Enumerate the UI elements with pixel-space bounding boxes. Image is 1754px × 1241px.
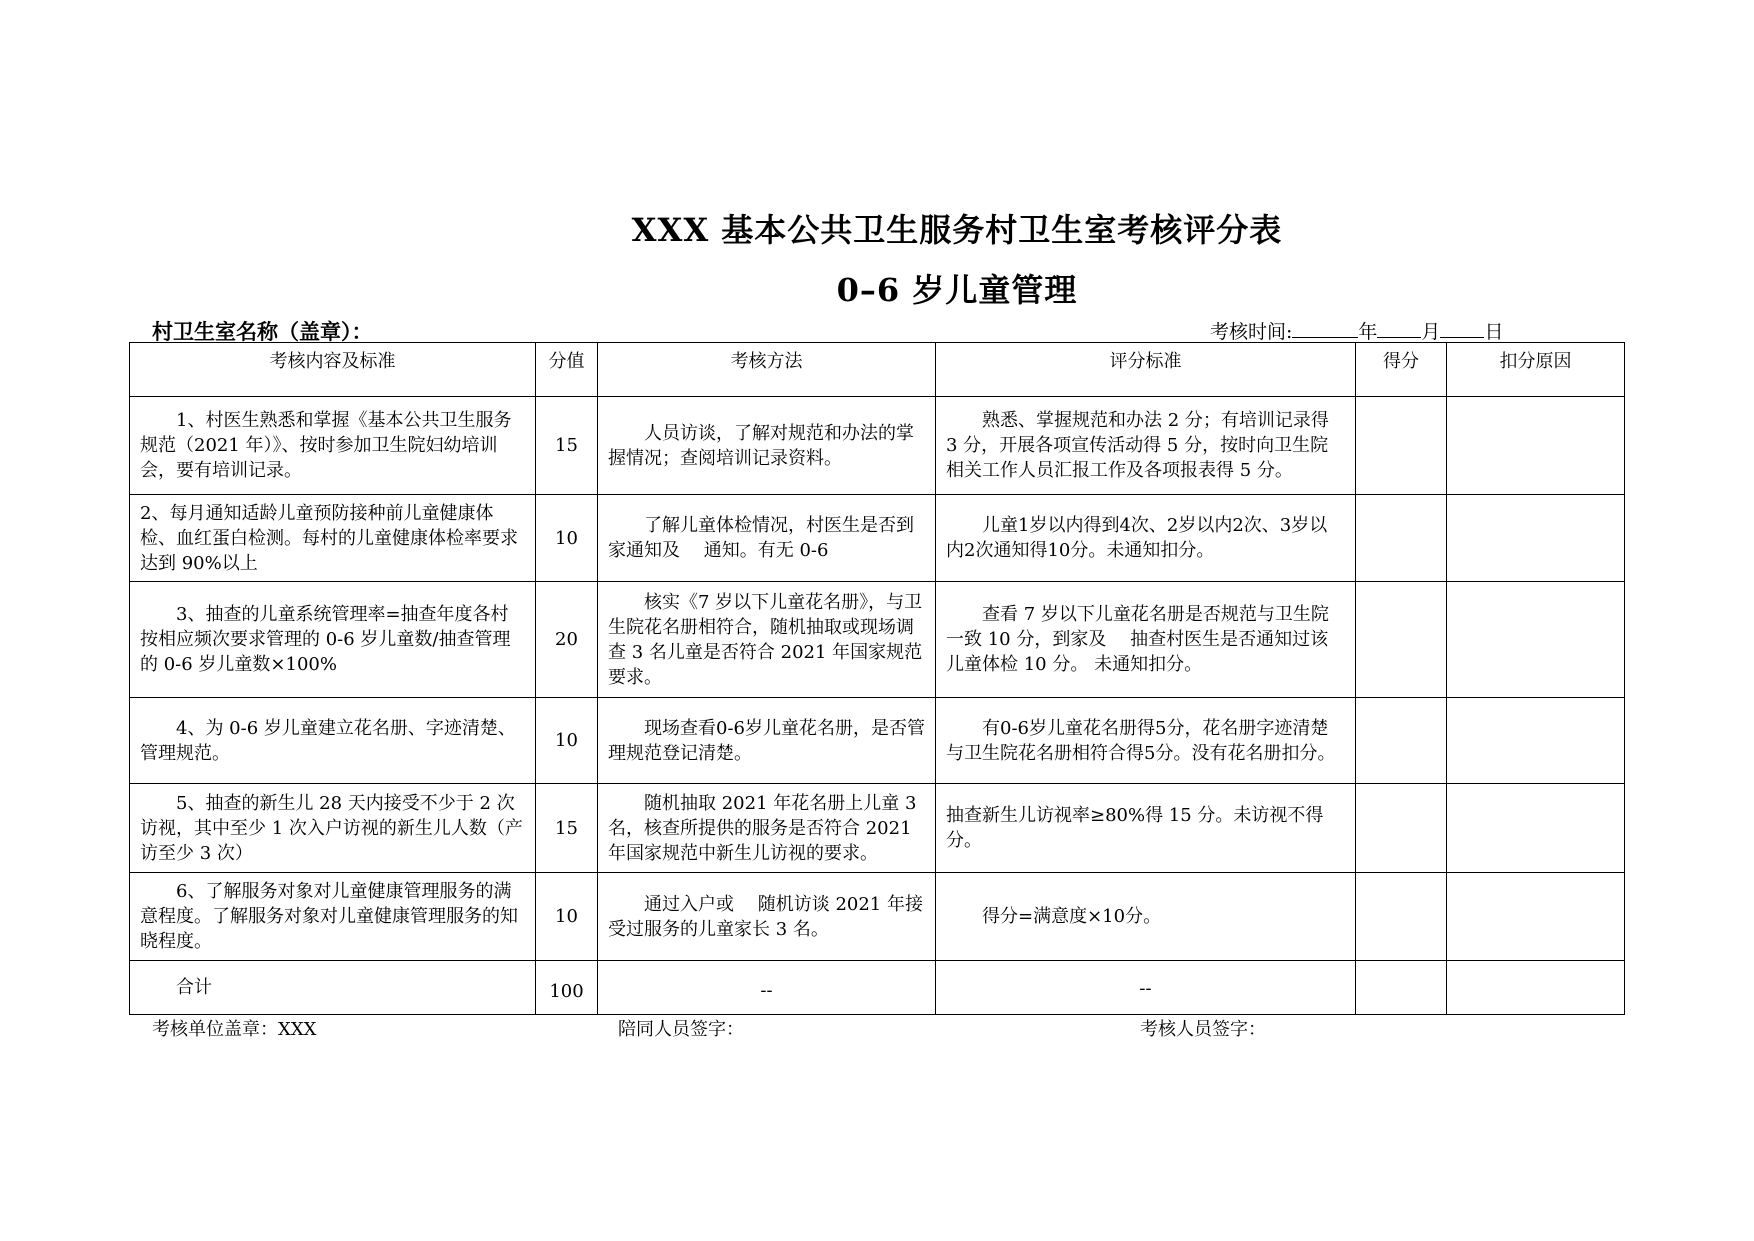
row-score: 15 bbox=[536, 397, 598, 495]
row-method: 随机抽取 2021 年花名册上儿童 3 名，核查所提供的服务是否符合 2021 年国家规范中新生儿访视的要求。 bbox=[598, 784, 936, 873]
row-standard: 有0-6岁儿童花名册得5分，花名册字迹清楚与卫生院花名册相符合得5分。没有花名册扣分。 bbox=[936, 698, 1356, 784]
day-label: 日 bbox=[1484, 321, 1504, 343]
row-score: 10 bbox=[536, 495, 598, 582]
total-deduction-cell[interactable] bbox=[1447, 961, 1625, 1015]
row-deduction-cell[interactable] bbox=[1447, 698, 1625, 784]
row-score: 20 bbox=[536, 582, 598, 698]
header-obtained: 得分 bbox=[1356, 343, 1447, 397]
row-obtained-cell[interactable] bbox=[1356, 873, 1447, 961]
row-score: 10 bbox=[536, 698, 598, 784]
row-method: 了解儿童体检情况，村医生是否到家通知及 通知。有无 0-6 bbox=[598, 495, 936, 582]
row-standard: 得分=满意度×10分。 bbox=[936, 873, 1356, 961]
inspector-signature-label: 考核人员签字： bbox=[1140, 1019, 1266, 1040]
day-blank bbox=[1440, 319, 1484, 338]
row-method: 核实《7 岁以下儿童花名册》，与卫生院花名册相符合，随机抽取或现场调查 3 名儿童是否符合 2021 年国家规范要求。 bbox=[598, 582, 936, 698]
table-row bbox=[130, 784, 1625, 873]
row-obtained-cell[interactable] bbox=[1356, 784, 1447, 873]
total-standard: -- bbox=[936, 961, 1356, 1015]
year-blank bbox=[1292, 319, 1358, 338]
header-method: 考核方法 bbox=[598, 343, 936, 397]
year-label: 年 bbox=[1358, 321, 1378, 343]
score-table bbox=[129, 342, 1625, 1015]
row-standard: 熟悉、掌握规范和办法 2 分；有培训记录得 3 分，开展各项宣传活动得 5 分，按时向卫生院相关工作人员汇报工作及各项报表得 5 分。 bbox=[936, 397, 1356, 495]
header-content: 考核内容及标准 bbox=[130, 343, 536, 397]
row-obtained-cell[interactable] bbox=[1356, 495, 1447, 582]
total-method: -- bbox=[598, 961, 936, 1015]
document-subtitle: 0–6 岁儿童管理 bbox=[836, 271, 1078, 309]
header-standard: 评分标准 bbox=[936, 343, 1356, 397]
row-standard: 抽查新生儿访视率≥80%得 15 分。未访视不得分。 bbox=[936, 784, 1356, 873]
row-deduction-cell[interactable] bbox=[1447, 784, 1625, 873]
row-standard: 儿童1岁以内得到4次、2岁以内2次、3岁以内2次通知得10分。未通知扣分。 bbox=[936, 495, 1356, 582]
total-obtained-cell[interactable] bbox=[1356, 961, 1447, 1015]
row-deduction-cell[interactable] bbox=[1447, 582, 1625, 698]
header-score: 分值 bbox=[536, 343, 598, 397]
header-deduction-reason: 扣分原因 bbox=[1447, 343, 1625, 397]
village-name-label: 村卫生室名称（盖章）： bbox=[152, 319, 373, 344]
row-standard: 查看 7 岁以下儿童花名册是否规范与卫生院一致 10 分，到家及 抽查村医生是否通知过该儿童体检 10 分。 未通知扣分。 bbox=[936, 582, 1356, 698]
row-content: 1、村医生熟悉和掌握《基本公共卫生服务规范（2021 年）》、按时参加卫生院妇幼培训会，要有培训记录。 bbox=[130, 397, 536, 495]
unit-seal-label: 考核单位盖章：XXX bbox=[152, 1019, 317, 1040]
row-content: 2、每月通知适龄儿童预防接种前儿童健康体检、血红蛋白检测。每村的儿童健康体检率要求达到 90%以上 bbox=[130, 495, 536, 582]
table-header-row bbox=[130, 343, 1625, 397]
row-deduction-cell[interactable] bbox=[1447, 495, 1625, 582]
table-total-row bbox=[130, 961, 1625, 1015]
row-content: 5、抽查的新生儿 28 天内接受不少于 2 次访视，其中至少 1 次入户访视的新生儿人数（产访至少 3 次） bbox=[130, 784, 536, 873]
row-obtained-cell[interactable] bbox=[1356, 397, 1447, 495]
row-content: 6、了解服务对象对儿童健康管理服务的满意程度。了解服务对象对儿童健康管理服务的知晓程度。 bbox=[130, 873, 536, 961]
row-method: 通过入户或 随机访谈 2021 年接受过服务的儿童家长 3 名。 bbox=[598, 873, 936, 961]
month-blank bbox=[1377, 319, 1421, 338]
row-deduction-cell[interactable] bbox=[1447, 873, 1625, 961]
row-content: 3、抽查的儿童系统管理率=抽查年度各村按相应频次要求管理的 0-6 岁儿童数/抽查管理的 0-6 岁儿童数×100% bbox=[130, 582, 536, 698]
row-method: 现场查看0-6岁儿童花名册，是否管理规范登记清楚。 bbox=[598, 698, 936, 784]
row-score: 15 bbox=[536, 784, 598, 873]
row-obtained-cell[interactable] bbox=[1356, 698, 1447, 784]
table-row bbox=[130, 873, 1625, 961]
row-content: 4、为 0-6 岁儿童建立花名册、字迹清楚、管理规范。 bbox=[130, 698, 536, 784]
table-row bbox=[130, 582, 1625, 698]
table-row bbox=[130, 397, 1625, 495]
row-method: 人员访谈，了解对规范和办法的掌握情况；查阅培训记录资料。 bbox=[598, 397, 936, 495]
month-label: 月 bbox=[1421, 321, 1441, 343]
check-time bbox=[1210, 317, 1503, 344]
total-score: 100 bbox=[536, 961, 598, 1015]
row-obtained-cell[interactable] bbox=[1356, 582, 1447, 698]
total-label: 合计 bbox=[130, 961, 536, 1015]
check-time-label: 考核时间: bbox=[1210, 321, 1293, 343]
table-row bbox=[130, 495, 1625, 582]
document-title: XXX 基本公共卫生服务村卫生室考核评分表 bbox=[631, 211, 1283, 249]
row-score: 10 bbox=[536, 873, 598, 961]
table-row bbox=[130, 698, 1625, 784]
escort-signature-label: 陪同人员签字： bbox=[618, 1019, 744, 1040]
row-deduction-cell[interactable] bbox=[1447, 397, 1625, 495]
